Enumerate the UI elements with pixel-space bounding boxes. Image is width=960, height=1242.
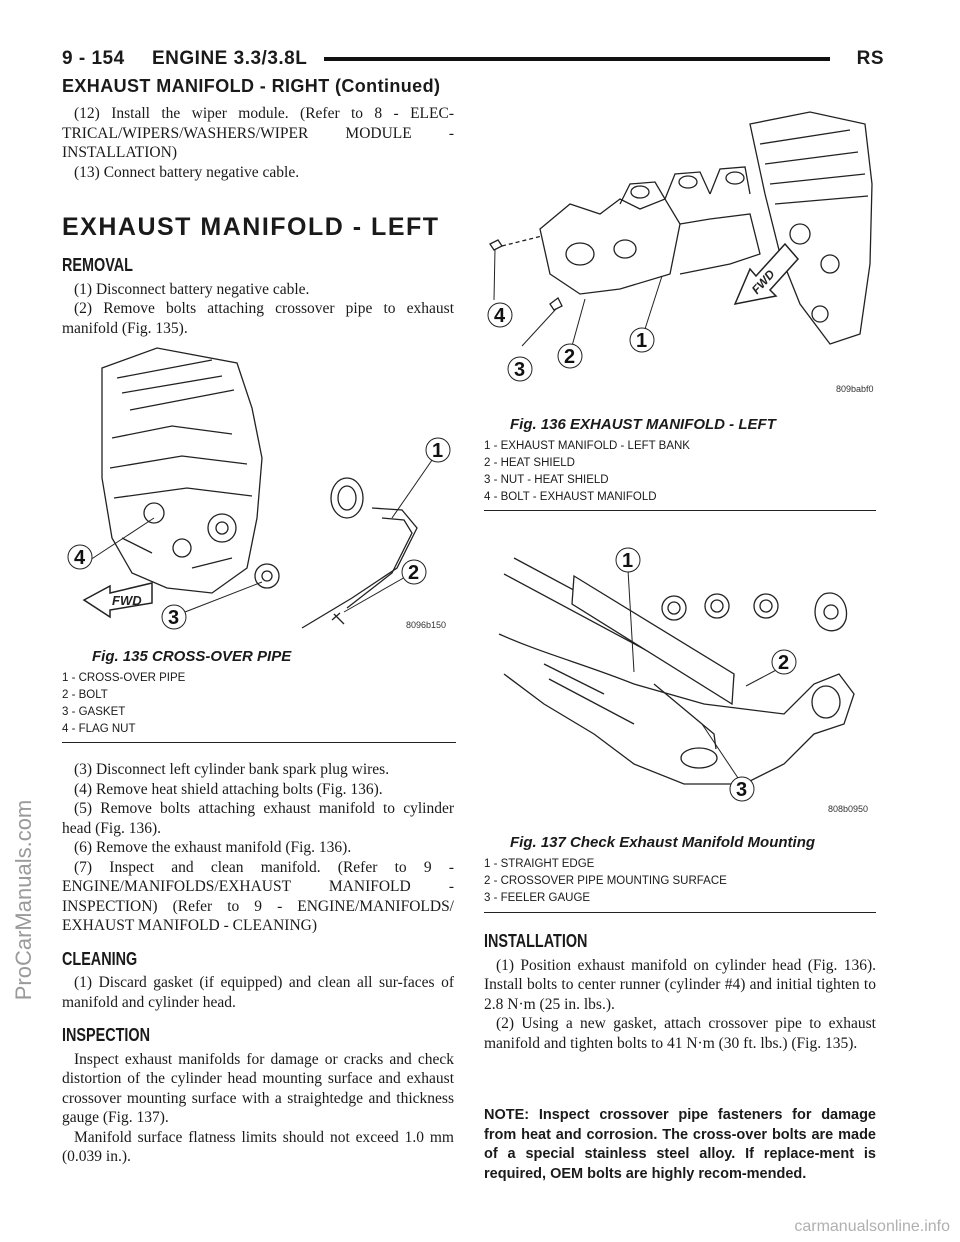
fig-137-illustration	[484, 534, 876, 820]
callout-2: 2	[778, 652, 790, 674]
side-watermark	[4, 560, 44, 1240]
fig-135-title: Fig. 135 CROSS-OVER PIPE	[92, 648, 292, 665]
footer-watermark: carmanualsonline.info	[794, 1218, 950, 1235]
fwd-label: FWD	[748, 267, 778, 297]
continued-title: EXHAUST MANIFOLD - RIGHT (Continued)	[62, 76, 441, 96]
legend-item: 1 - STRAIGHT EDGE	[484, 858, 595, 870]
fig-137-rule	[484, 912, 876, 913]
legend-item: 1 - CROSS-OVER PIPE	[62, 672, 186, 684]
manifold-drawing	[490, 112, 872, 344]
removal-step-3: (3) Disconnect left cylinder bank spark plug wires.	[74, 761, 390, 778]
callout-2: 2	[408, 562, 420, 584]
fig-137-legend	[484, 856, 727, 907]
callout-numbers	[488, 303, 654, 381]
fig-135-illustration	[62, 338, 458, 630]
callout-3: 3	[168, 607, 180, 629]
section-title: EXHAUST MANIFOLD - LEFT	[62, 213, 440, 241]
inspection-p1: Inspect exhaust manifolds for damage or cracks and check distortion of the cylinder head mounting surface and exhaust crossover mounting surface with a straightedge and thickness gauge (Fig. 137).	[62, 1050, 454, 1126]
removal-step-7: (7) Inspect and clean manifold. (Refer to 9 - ENGINE/MANIFOLDS/EXHAUST MANIFOLD - INSPECTION) (Refer to 9 - ENGINE/MANIFOLDS/ EXHAUST MANIFOLD - CLEANING)	[62, 858, 454, 934]
removal-step-6: (6) Remove the exhaust manifold (Fig. 136).	[74, 839, 352, 856]
straightedge-drawing	[499, 558, 854, 784]
fig-136-illustration	[480, 104, 876, 408]
model-code: RS	[856, 48, 884, 69]
removal-step-2: (2) Remove bolts attaching crossover pipe to exhaust manifold (Fig. 135).	[62, 300, 454, 337]
cleaning-title: CLEANING	[62, 948, 138, 969]
removal-step-4: (4) Remove heat shield attaching bolts (Fig. 136).	[74, 780, 383, 798]
step-12: (12) Install the wiper module. (Refer to 8 - ELEC-TRICAL/WIPERS/WASHERS/WIPER MODULE - INSTALLATION)	[62, 105, 454, 161]
fig-136-title: Fig. 136 EXHAUST MANIFOLD - LEFT	[510, 416, 776, 433]
removal-section	[62, 256, 454, 338]
legend-item: 2 - BOLT	[62, 689, 108, 701]
watermark-text: ProCarManuals.com	[11, 799, 36, 1001]
fwd-label: FWD	[112, 593, 142, 608]
legend-item: 1 - EXHAUST MANIFOLD - LEFT BANK	[484, 440, 690, 452]
fig-137-code: 808b0950	[828, 804, 869, 814]
fig-135-code: 8096b150	[406, 620, 447, 630]
installation-note: NOTE: Inspect crossover pipe fasteners for damage from heat and corrosion. The cross-over bolts are made of a special stainless steel alloy. If replace-ment is required, OEM bolts are highly recom-mended.	[484, 1107, 876, 1182]
page-header	[62, 44, 884, 74]
removal-title: REMOVAL	[62, 255, 133, 275]
fig-135-legend	[62, 670, 185, 738]
legend-item: 3 - GASKET	[62, 706, 126, 718]
legend-item: 3 - NUT - HEAT SHIELD	[484, 474, 609, 486]
section-name: ENGINE 3.3/3.8L	[152, 48, 308, 69]
header-rule	[324, 57, 830, 61]
legend-item: 4 - BOLT - EXHAUST MANIFOLD	[484, 491, 657, 503]
callout-1: 1	[432, 440, 444, 462]
removal-step-5: (5) Remove bolts attaching exhaust manifold to cylinder head (Fig. 136).	[62, 800, 454, 837]
removal-continued	[62, 760, 454, 1167]
installation-step-2: (2) Using a new gasket, attach crossover pipe to exhaust manifold and tighten bolts to 41 N·m (30 ft. lbs.) (Fig. 135).	[484, 1015, 876, 1052]
callout-1: 1	[622, 550, 634, 572]
legend-item: 4 - FLAG NUT	[62, 723, 136, 735]
fig-137-title: Fig. 137 Check Exhaust Manifold Mounting	[510, 834, 816, 851]
legend-item: 3 - FEELER GAUGE	[484, 892, 591, 904]
legend-item: 2 - HEAT SHIELD	[484, 457, 575, 469]
callout-4: 4	[494, 305, 506, 327]
legend-item: 2 - CROSSOVER PIPE MOUNTING SURFACE	[484, 875, 727, 887]
installation-step-1: (1) Position exhaust manifold on cylinder head (Fig. 136). Install bolts to center runner (cylinder #4) and initial tighten to 2.8 N·m (25 in. lbs.).	[484, 956, 876, 1013]
inspection-p2: Manifold surface flatness limits should not exceed 1.0 mm (0.039 in.).	[62, 1128, 454, 1165]
callout-3: 3	[736, 779, 748, 801]
callout-4: 4	[74, 547, 86, 569]
step-13: (13) Connect battery negative cable.	[74, 163, 300, 181]
callout-2: 2	[564, 346, 576, 368]
installation-section	[484, 932, 876, 1053]
fig-136-legend	[484, 438, 690, 506]
installation-title: INSTALLATION	[484, 931, 588, 951]
removal-step-1: (1) Disconnect battery negative cable.	[74, 280, 310, 298]
callout-3: 3	[514, 359, 526, 381]
left-intro	[62, 104, 454, 182]
page-number: 9 - 154	[62, 48, 125, 69]
cleaning-text: (1) Discard gasket (if equipped) and clean all sur-faces of manifold and cylinder head.	[62, 974, 454, 1011]
fig-136-code: 809babf0	[836, 384, 874, 394]
inspection-title: INSPECTION	[62, 1025, 151, 1045]
callout-1: 1	[636, 330, 648, 352]
fig-136-rule	[484, 510, 876, 511]
fig-135-rule	[62, 742, 456, 743]
